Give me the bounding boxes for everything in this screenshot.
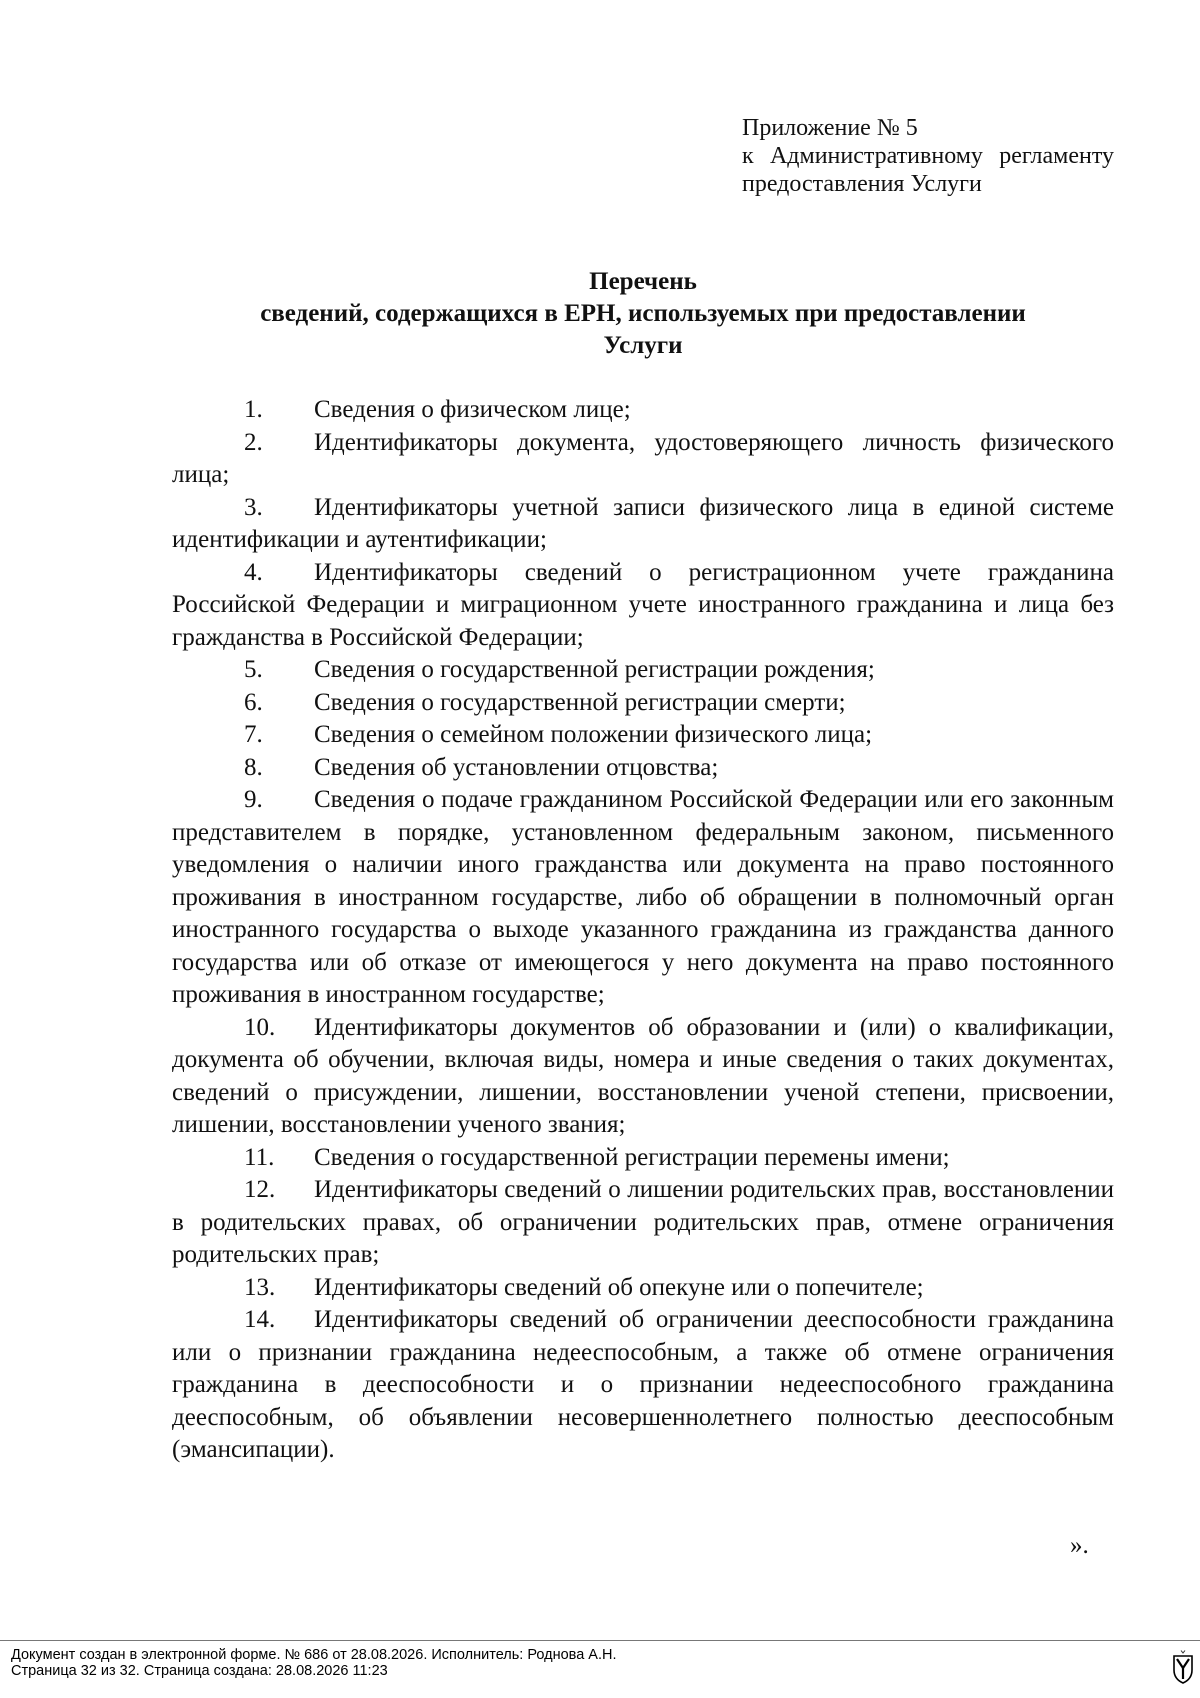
- list-item: [172, 1012, 1114, 1142]
- item-number: 12.: [244, 1176, 276, 1203]
- item-text: Сведения о государственной регистрации перемены имени;: [314, 1143, 950, 1171]
- list-item: [172, 1174, 1114, 1272]
- item-text: Идентификаторы сведений о лишении родительских прав, восстановлении в родительских правах, об ограничении родительских прав, отмене ограничения родительских прав;: [172, 1176, 1114, 1268]
- document-title: [172, 266, 1114, 362]
- item-text: Идентификаторы учетной записи физического лица в единой системе идентификации и аутентификации;: [172, 493, 1114, 553]
- item-text: Идентификаторы сведений об ограничении дееспособности гражданина или о признании гражданина недееспособным, а также об отмене ограничения гражданина в дееспособности и о признании недееспособного гражданина дееспособным, об объявлении несовершеннолетнего полностью дееспособным (эмансипации).: [172, 1306, 1114, 1463]
- document-footer: [11, 1647, 617, 1679]
- item-number: 8.: [244, 753, 263, 781]
- list-item: [172, 427, 1114, 492]
- item-number: 13.: [244, 1273, 276, 1301]
- appendix-number: Приложение № 5: [742, 115, 918, 141]
- title-line-2: сведений, содержащихся в ЕРН, используемых при предоставлении: [260, 300, 1026, 327]
- list-item: [172, 1272, 1114, 1305]
- item-text: Сведения о государственной регистрации смерти;: [314, 688, 846, 716]
- item-number: 1.: [244, 396, 263, 423]
- item-text: Сведения об установлении отцовства;: [314, 753, 719, 781]
- item-text: Сведения о физическом лице;: [314, 396, 631, 423]
- footer-page-info: Страница 32 из 32. Страница создана: 28.08.2026 11:23: [11, 1663, 388, 1679]
- list-item: [172, 1142, 1114, 1175]
- item-text: Идентификаторы сведений об опекуне или о попечителе;: [314, 1273, 924, 1301]
- list-item: [172, 719, 1114, 752]
- item-number: 6.: [244, 688, 263, 716]
- title-line-3: Услуги: [603, 332, 683, 359]
- item-text: Идентификаторы документа, удостоверяющего личность физического лица;: [172, 428, 1114, 488]
- appendix-service: предоставления Услуги: [742, 171, 982, 197]
- municipal-coat-of-arms-icon: [1172, 1650, 1194, 1684]
- item-number: 2.: [244, 428, 263, 456]
- footer-divider: [0, 1640, 1200, 1641]
- title-line-1: Перечень: [589, 268, 697, 295]
- item-text: Сведения о подаче гражданином Российской Федерации или его законным представителем в порядке, установленном федеральным законом, письменного уведомления о наличии иного гражданства или документа на право постоянного проживания в иностранном государстве, либо об обращении в полномочный орган иностранного государства о выходе указанного гражданина из гражданства данного государства или об отказе от имеющегося у него документа на право постоянного проживания в иностранном государстве;: [172, 786, 1114, 1008]
- list-item: [172, 557, 1114, 655]
- item-number: 5.: [244, 656, 263, 683]
- item-text: Сведения о семейном положении физического лица;: [314, 721, 873, 748]
- item-text: Сведения о государственной регистрации рождения;: [314, 656, 875, 683]
- list-item: [172, 687, 1114, 720]
- list-item: [172, 492, 1114, 557]
- item-number: 9.: [244, 786, 263, 813]
- info-list: [172, 394, 1114, 1467]
- item-number: 11.: [244, 1143, 275, 1171]
- list-item: [172, 752, 1114, 785]
- list-item: [172, 784, 1114, 1012]
- item-number: 10.: [244, 1013, 276, 1041]
- item-number: 4.: [244, 558, 263, 586]
- appendix-header: [742, 114, 1114, 198]
- appendix-regulation: к Административному регламенту: [742, 143, 1114, 169]
- list-item: [172, 1304, 1114, 1467]
- item-text: Идентификаторы сведений о регистрационном учете гражданина Российской Федерации и миграционном учете иностранного гражданина и лица без гражданства в Российской Федерации;: [172, 558, 1114, 651]
- item-number: 14.: [244, 1306, 276, 1333]
- item-text: Идентификаторы документов об образовании и (или) о квалификации, документа об обучении, включая виды, номера и иные сведения о таких документах, сведений о присуждении, лишении, восстановлении ученой степени, присвоении, лишении, восстановлении ученого звания;: [172, 1013, 1114, 1138]
- list-item: [172, 394, 1114, 427]
- list-item: [172, 654, 1114, 687]
- closing-quote-mark: ».: [1070, 1532, 1089, 1559]
- item-number: 7.: [244, 721, 263, 748]
- item-number: 3.: [244, 493, 263, 521]
- footer-document-info: Документ создан в электронной форме. № 686 от 28.08.2026. Исполнитель: Роднова А.Н.: [11, 1647, 617, 1663]
